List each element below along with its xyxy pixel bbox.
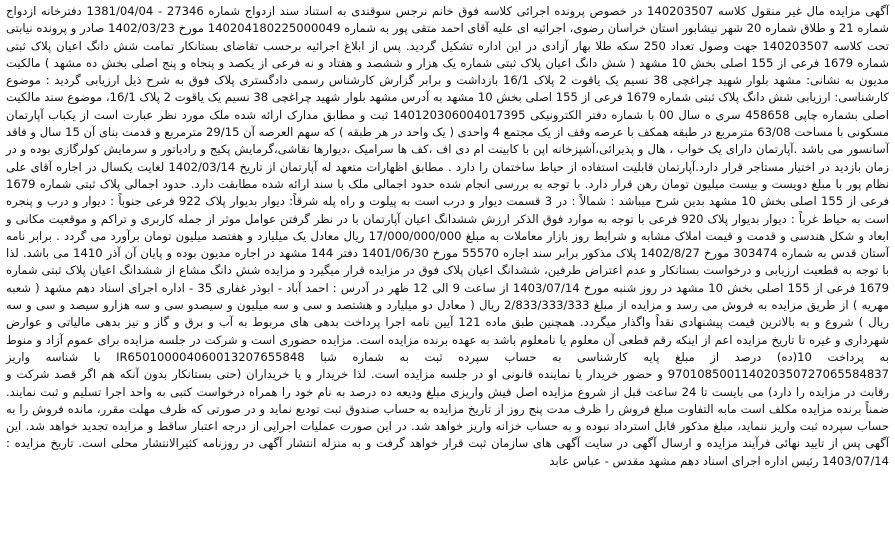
notice-body: آگهی مزایده مال غیر منقول کلاسه 140203507 در خصوص پرونده اجرائی کلاسه فوق خانم نرجس سوقندی به استناد سند ازدواج شماره 27346 - 1381/04/04 دفترخانه ازدواج شماره 21 و طلاق شماره 20 شهر نیشابور استان خراسان رضوی، اجرائیه ای علیه آقای احمد متقی پور به شماره 140204180225000049 مورخ 1402/03/23 صادر و پرونده نیابتی تحت کلاسه 140203507 جهت وصول تعداد 250 سکه طلا بهار آزادی در این اداره تشکیل گردید. پس از ابلاغ اجرائیه برحسب تقاضای بستانکار تمامت شش دانگ اعیان پلاک ثبتی شماره 1679 فرعی از 155 اصلی بخش 10 مشهد ( شش دانگ اعیان پلاک ثبتی شماره یک هزار و ششصد و هفتاد و نه فرعی از یکصد و پنجاه و پنج اصلی بخش ده مشهد ) مالکیت مدیون به نشانی: مشهد بلوار شهید چراغچی 38 نسیم یک یاقوت 2 پلاک 16/1 بازداشت و برابر گزارش کارشناس رسمی دادگستری پلاک فوق به شرح ذیل ارزیابی گردید : موضوع کارشناسی: ارزیابی شش دانگ پلاک ثبتی شماره 1679 فرعی از 155 اصلی بخش 10 مشهد به آدرس مشهد بلوار شهید چراغچی 38 نسیم یک یاقوت 2 پلاک 16/1، موضوع سند مالکیت اصلی بشماره چاپی 458658 سری ه سال 00 با شماره دفتر الکترونیکی 140120306004017395 ثبت و مطابق مدارک ارائه شده ملک مورد نظر عبارت است از یکباب آپارتمان مسکونی با مساحت 63/08 مترمربع در طبقه همکف با عرصه وقف از یک مجتمع 4 واحدی ( یک واحد در هر طبقه ) که سهم العرصه آن 29/15 مترمربع و قدمت بنای آن 15 سال و فاقد آسانسور می باشد .آپارتمان دارای یک خواب ، هال و پذیرائی،آشپزخانه اپن با کابینت ام دی اف ،کف ها سرامیک ،دیوارها نقاشی،گرمایش پکیج و رادیاتور و سرمایش کولرگازی بوده و در زمان بازدید در اختیار مستاجر قرار دارد.آپارتمان قابلیت استفاده از حیاط ساختمان را دارد . مطابق اظهارات متعهد له آپارتمان از تاریخ 1402/03/14 لغایت یکسال در اجاره آقای علی نظام پور با مبلغ دویست و بیست میلیون تومان رهن قرار دارد. با توجه به بررسی انجام شده حدود اجمالی ملک با سند ارائه شده مطابقت دارد. حدود اجمالی پلاک ثبتی شماره 1679 فرعی از 155 اصلی بخش 10 مشهد بدین شرح میباشد : شمالاً : در 3 قسمت دیوار و درب است به پیلوت و راه پله شرقاً: دیوار بدیوار پلاک 922 فرعی جنوباً : دیوار و درب و پنجره است به حیاط غرباً : دیوار بدیوار پلاک 920 فرعی با توجه به موارد فوق الذکر ارزش ششدانگ اعیان آپارتمان با در نظر گرفتن عوامل موثر از جمله کاربری و تراکم و موقعیت مکانی و ابعاد و شکل هندسی و قدمت و قیمت املاک مشابه و شرایط روز بازار معاملات به مبلغ 17/000/000/000 ریال معادل یک میلیارد و هفتصد میلیون تومان برآورد می گردد . برابر نامه آستان قدس به شماره 303474 مورخ 1402/8/27 پلاک مذکور برابر سند اجاره 55570 مورخ 1401/06/30 دفتر 144 مشهد در اجاره مدیون بوده و پایان آن آذر 1410 می باشد. لذا با توجه به قطعیت ارزیابی و درخواست بستانکار و عدم اعتراض طرفین، ششدانگ اعیان پلاک فوق در مزایده قرار میگیرد و مزایده شش دانگ مشاع از ششدانگ اعیان پلاک ثبتی شماره 1679 فرعی از 155 اصلی بخش 10 مشهد در روز شنبه مورخ 1403/07/14 از ساعت 9 الی 12 ظهر در آدرس : احمد آباد - ابوذر غفاری 35 - اداره اجرای اسناد دهم مشهد ( شعبه مهریه ) از طریق مزایده به فروش می رسد و مزایده از مبلغ 2/833/333/333 ریال ( معادل دو میلیارد و هشتصد و سی و سه میلیون و سیصدو سی و سه هزارو سیصد و سی و سه ریال ) شروع و به بالاترین قیمت پیشنهادی نقداً واگذار میگردد. همچنین طبق ماده 121 آیین نامه اجرا پرداخت بدهی های مربوط به آب و برق و گاز و نیز بدهی مالیاتی و عوارض شهرداری و غیره تا تاریخ مزایده اعم از اینکه رقم قطعی آن معلوم یا نامعلوم باشد به عهده برنده مزایده است. مزایده حضوری است و شرکت در جلسه مزایده برای عموم آزاد و منوط به پرداخت 10(ده) درصد از مبلغ پایه کارشناسی به حساب سپرده ثبت به شماره شبا IR650100004060013207655848 با شناسه واریز 970108500114020350727065584837 و حضور خریدار یا نماینده قانونی او در جلسه مزایده است. لذا خریدار و یا خریداران (حتی بستانکار بدون آنکه هم اگر قصد شرکت و رقابت در مزایده را دارد) می بایست تا 24 ساعت قبل از شروع مزایده اصل فیش واریزی مبلغ ودیعه ده درصد به نام خود را همراه درخواست کتبی به واحد اجرا تسلیم و ثبت نمایند. ضمناً برنده مزایده مکلف است مابه التفاوت مبلغ فروش را ظرف مدت پنج روز از تاریخ مزایده به حساب صندوق ثبت تودیع نماید و در صورتی که ظرف مهلت مقرر، مانده فروش را به حساب سپرده ثبت واریز ننماید، مبلغ مذکور قابل استرداد نبوده و به حساب خزانه واریز خواهد شد. در این صورت عملیات اجرایی از درجه اعتبار ساقط و مزایده تجدید خواهد شد. این آگهی پس از تایید نهائی فرآیند مزایده و ارسال آگهی در سایت آگهی های سازمان ثبت قرار خواهد گرفت و به منزله انتشار آگهی در روزنامه کثیرالانتشار محلی است. تاریخ مزایده : 1403/07/14 رئیس اداره اجرای اسناد دهم مشهد مقدس - عباس عابد [6,4,890,468]
